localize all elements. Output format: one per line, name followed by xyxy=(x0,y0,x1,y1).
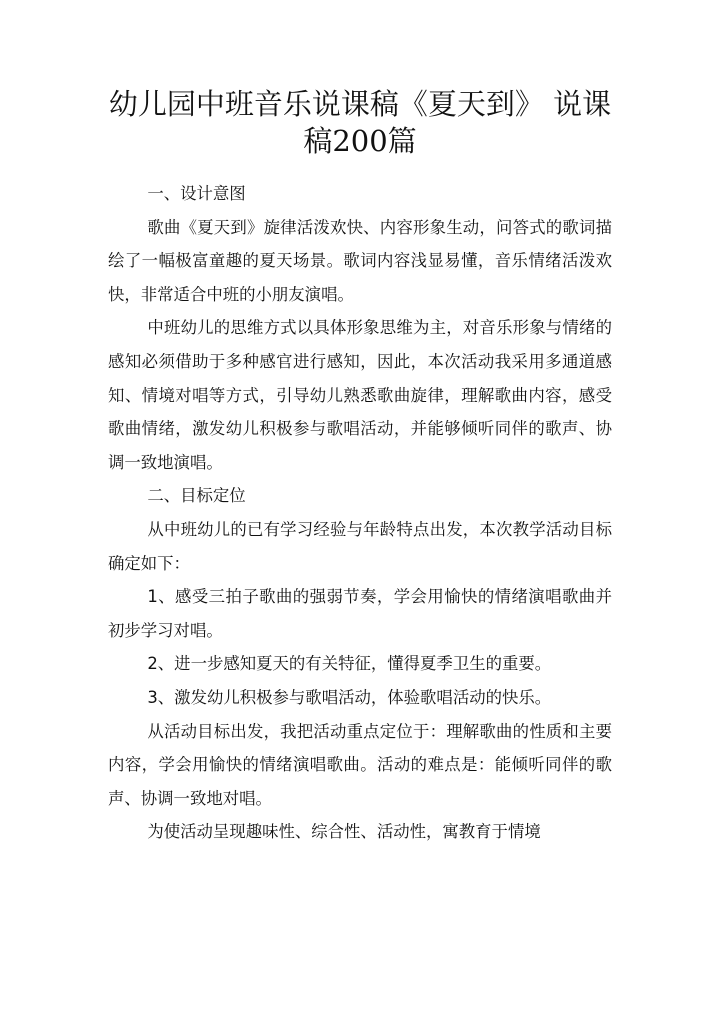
document-body xyxy=(108,177,612,849)
goal-item-3: 3、激发幼儿积极参与歌唱活动，体验歌唱活动的快乐。 xyxy=(147,687,552,707)
section-heading-goal-positioning: 二、目标定位 xyxy=(147,486,246,506)
document-title: 幼儿园中班音乐说课稿《夏天到》 说课稿200篇 xyxy=(108,87,612,158)
paragraph: 从中班幼儿的已有学习经验与年龄特点出发，本次教学活动目标确定如下： xyxy=(108,519,612,573)
paragraph: 中班幼儿的思维方式以具体形象思维为主，对音乐形象与情绪的感知必须借助于多种感官进行感知，因此，本次活动我采用多通道感知、情境对唱等方式，引导幼儿熟悉歌曲旋律，理解歌曲内容，感受歌曲情绪，激发幼儿积极参与歌唱活动，并能够倾听同伴的歌声、协调一致地演唱。 xyxy=(108,318,612,472)
goal-item-2: 2、进一步感知夏天的有关特征，懂得夏季卫生的重要。 xyxy=(147,654,552,674)
paragraph: 从活动目标出发，我把活动重点定位于：理解歌曲的性质和主要内容，学会用愉快的情绪演唱歌曲。活动的难点是：能倾听同伴的歌声、协调一致地对唱。 xyxy=(108,721,612,808)
section-heading-design-intent: 一、设计意图 xyxy=(147,184,246,203)
paragraph: 为使活动呈现趣味性、综合性、活动性，寓教育于情境 xyxy=(147,822,541,842)
paragraph: 歌曲《夏天到》旋律活泼欢快、内容形象生动，问答式的歌词描绘了一幅极富童趣的夏天场景。歌词内容浅显易懂，音乐情绪活泼欢快，非常适合中班的小朋友演唱。 xyxy=(108,217,612,304)
goal-item-1: 1、感受三拍子歌曲的强弱节奏，学会用愉快的情绪演唱歌曲并初步学习对唱。 xyxy=(108,587,612,640)
